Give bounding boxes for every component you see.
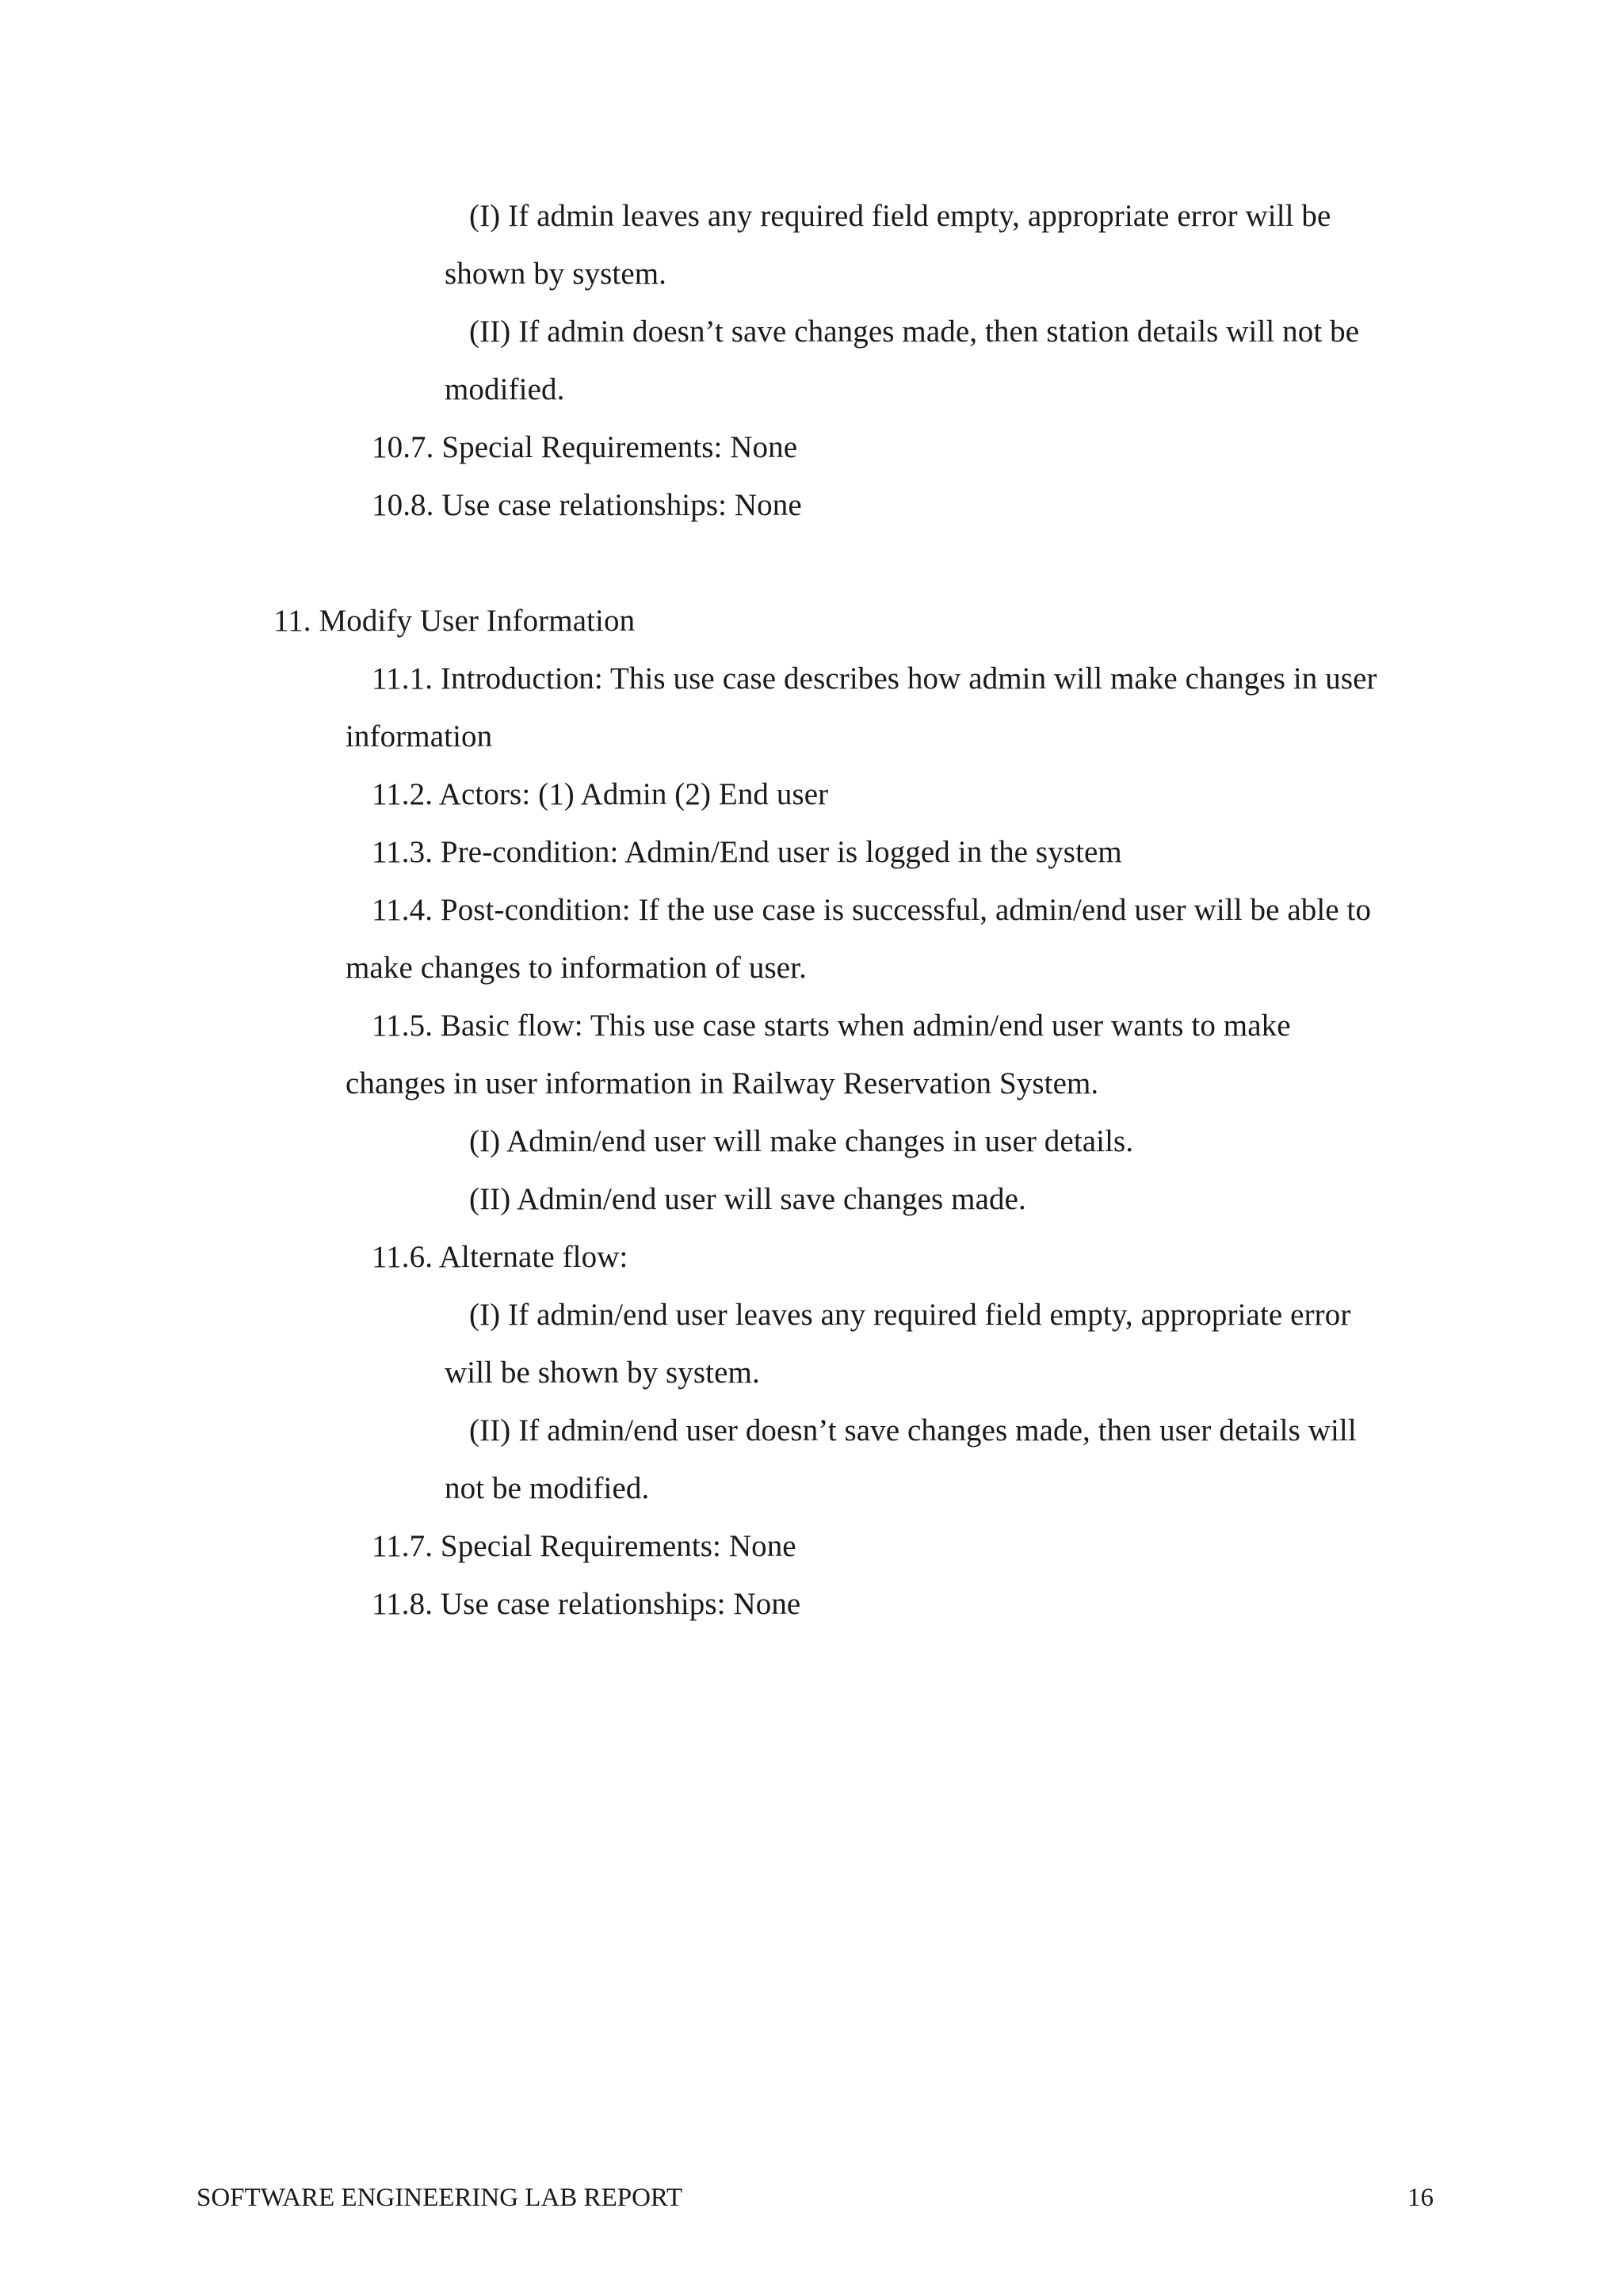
section-heading-11: 11. Modify User Information <box>273 604 636 638</box>
alternate-flow-item-1-line-1: (I) If admin/end user leaves any required field empty, appropriate error <box>469 1298 1351 1332</box>
post-condition-11-4-line-2: make changes to information of user. <box>346 951 807 985</box>
alternate-flow-item-2-line-2: not be modified. <box>445 1471 650 1505</box>
alt-flow-item-1-line-1: (I) If admin leaves any required field empty, appropriate error will be <box>469 199 1331 233</box>
introduction-11-1-line-2: information <box>346 719 493 753</box>
special-requirements-10-7: 10.7. Special Requirements: None <box>372 430 798 464</box>
alternate-flow-item-1-line-2: will be shown by system. <box>445 1356 760 1390</box>
basic-flow-11-5-line-1: 11.5. Basic flow: This use case starts when admin/end user wants to make <box>372 1009 1291 1043</box>
introduction-11-1-line-1: 11.1. Introduction: This use case describes how admin will make changes in user <box>372 662 1377 696</box>
alternate-flow-item-2-line-1: (II) If admin/end user doesn’t save changes made, then user details will <box>469 1413 1357 1447</box>
alt-flow-item-2-line-1: (II) If admin doesn’t save changes made, then station details will not be <box>469 315 1360 349</box>
page-number: 16 <box>1407 2183 1434 2212</box>
use-case-relationships-10-8: 10.8. Use case relationships: None <box>372 488 802 522</box>
basic-flow-11-5-line-2: changes in user information in Railway Reservation System. <box>346 1066 1099 1100</box>
alternate-flow-11-6: 11.6. Alternate flow: <box>372 1240 628 1274</box>
alt-flow-item-2-line-2: modified. <box>445 372 565 406</box>
use-case-relationships-11-8: 11.8. Use case relationships: None <box>372 1587 801 1621</box>
actors-11-2: 11.2. Actors: (1) Admin (2) End user <box>372 777 829 811</box>
special-requirements-11-7: 11.7. Special Requirements: None <box>372 1529 796 1563</box>
alt-flow-item-1-line-2: shown by system. <box>445 257 667 291</box>
basic-flow-item-1: (I) Admin/end user will make changes in user details. <box>469 1124 1134 1158</box>
basic-flow-item-2: (II) Admin/end user will save changes made. <box>469 1182 1026 1216</box>
footer-title: SOFTWARE ENGINEERING LAB REPORT <box>197 2183 683 2212</box>
pre-condition-11-3: 11.3. Pre-condition: Admin/End user is logged in the system <box>372 835 1122 869</box>
post-condition-11-4-line-1: 11.4. Post-condition: If the use case is successful, admin/end user will be able to <box>372 893 1372 927</box>
